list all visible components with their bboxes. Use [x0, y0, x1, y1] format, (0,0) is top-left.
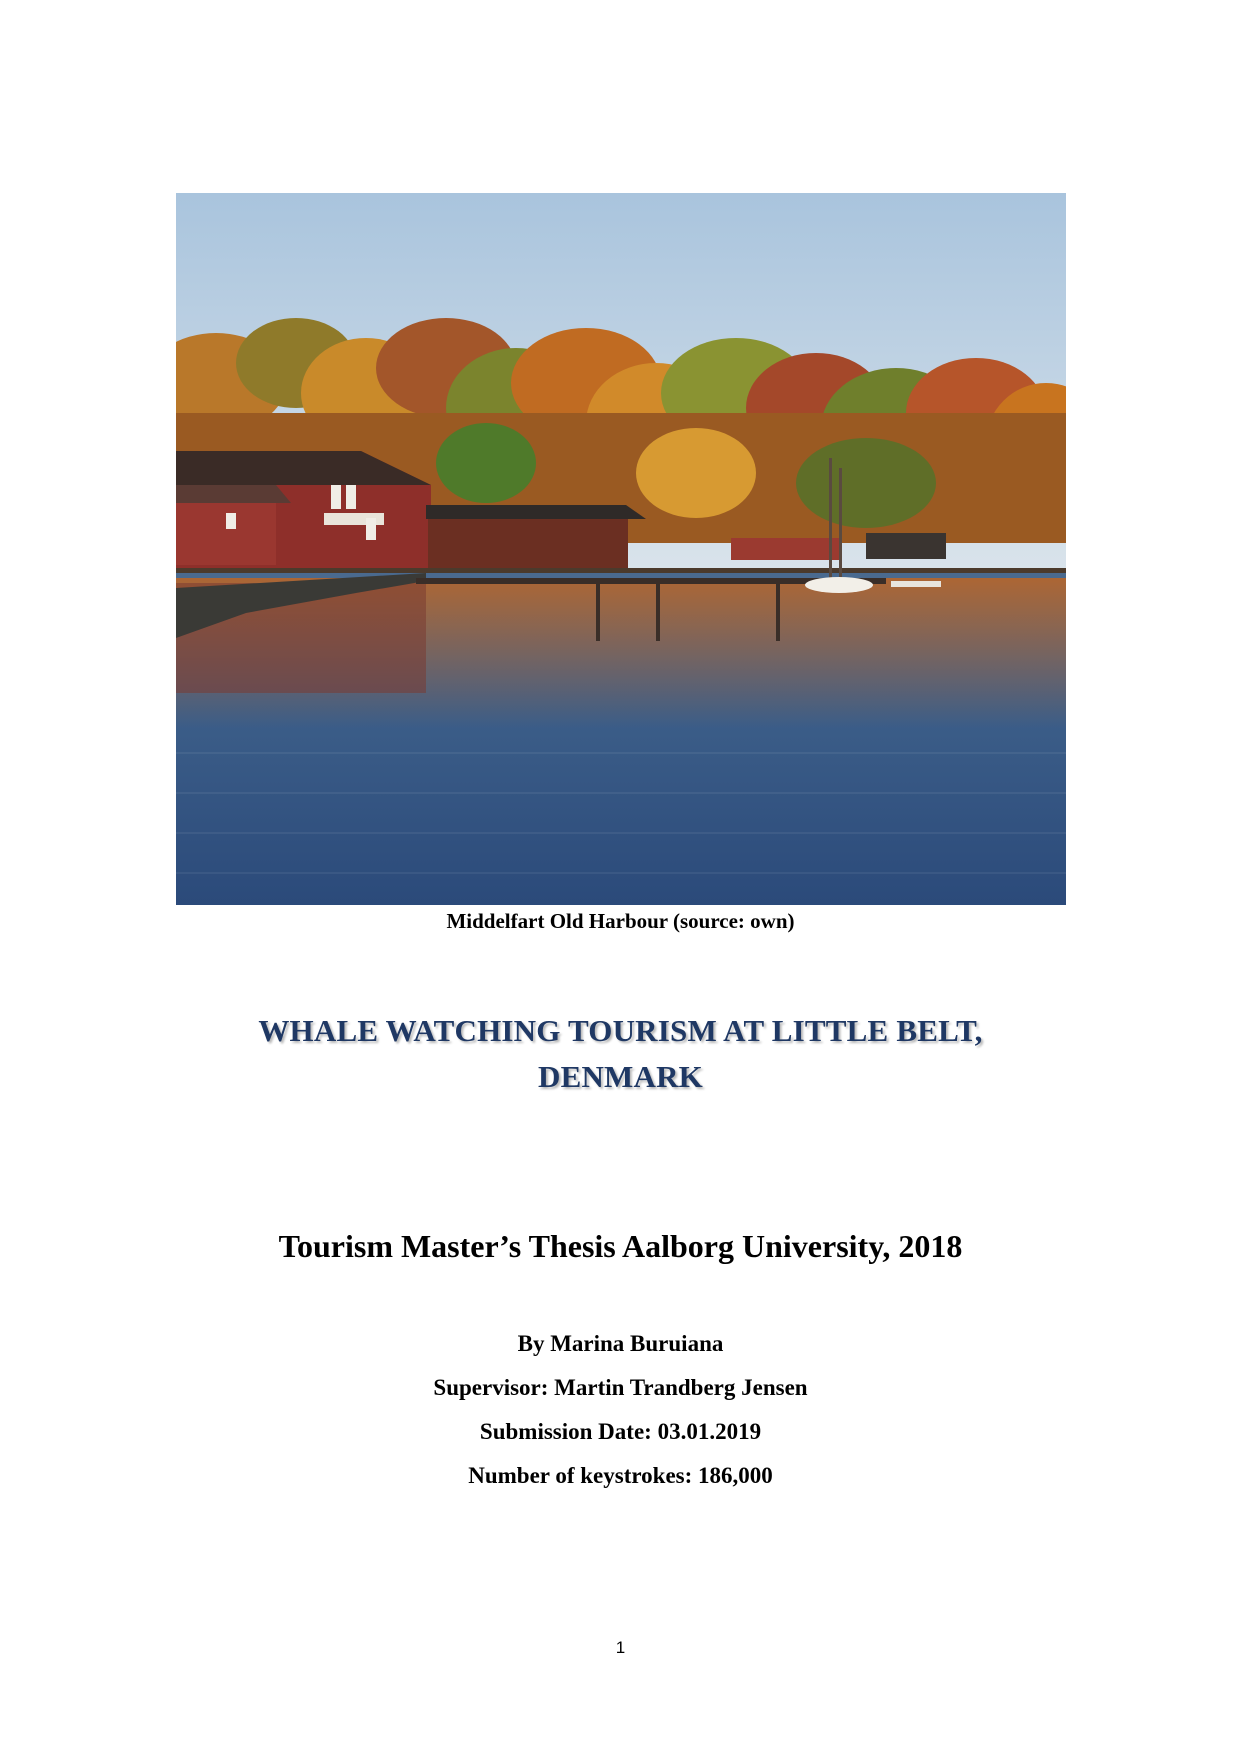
- cover-photo: [176, 193, 1066, 905]
- photo-caption: Middelfart Old Harbour (source: own): [446, 909, 795, 933]
- thesis-subtitle: Tourism Master’s Thesis Aalborg University, 2018: [278, 1228, 963, 1264]
- submission-date-line: Submission Date: 03.01.2019: [479, 1419, 762, 1444]
- author-line: By Marina Buruiana: [517, 1331, 724, 1356]
- page-number: 1: [615, 1638, 626, 1657]
- thesis-title-line-1: WHALE WATCHING TOURISM AT LITTLE BELT,: [258, 1013, 983, 1048]
- supervisor-line: Supervisor: Martin Trandberg Jensen: [433, 1375, 808, 1400]
- thesis-title-line-2: DENMARK: [538, 1059, 703, 1094]
- keystrokes-line: Number of keystrokes: 186,000: [468, 1463, 773, 1488]
- thesis-meta: [0, 1322, 1241, 1498]
- thesis-title: [0, 1008, 1241, 1100]
